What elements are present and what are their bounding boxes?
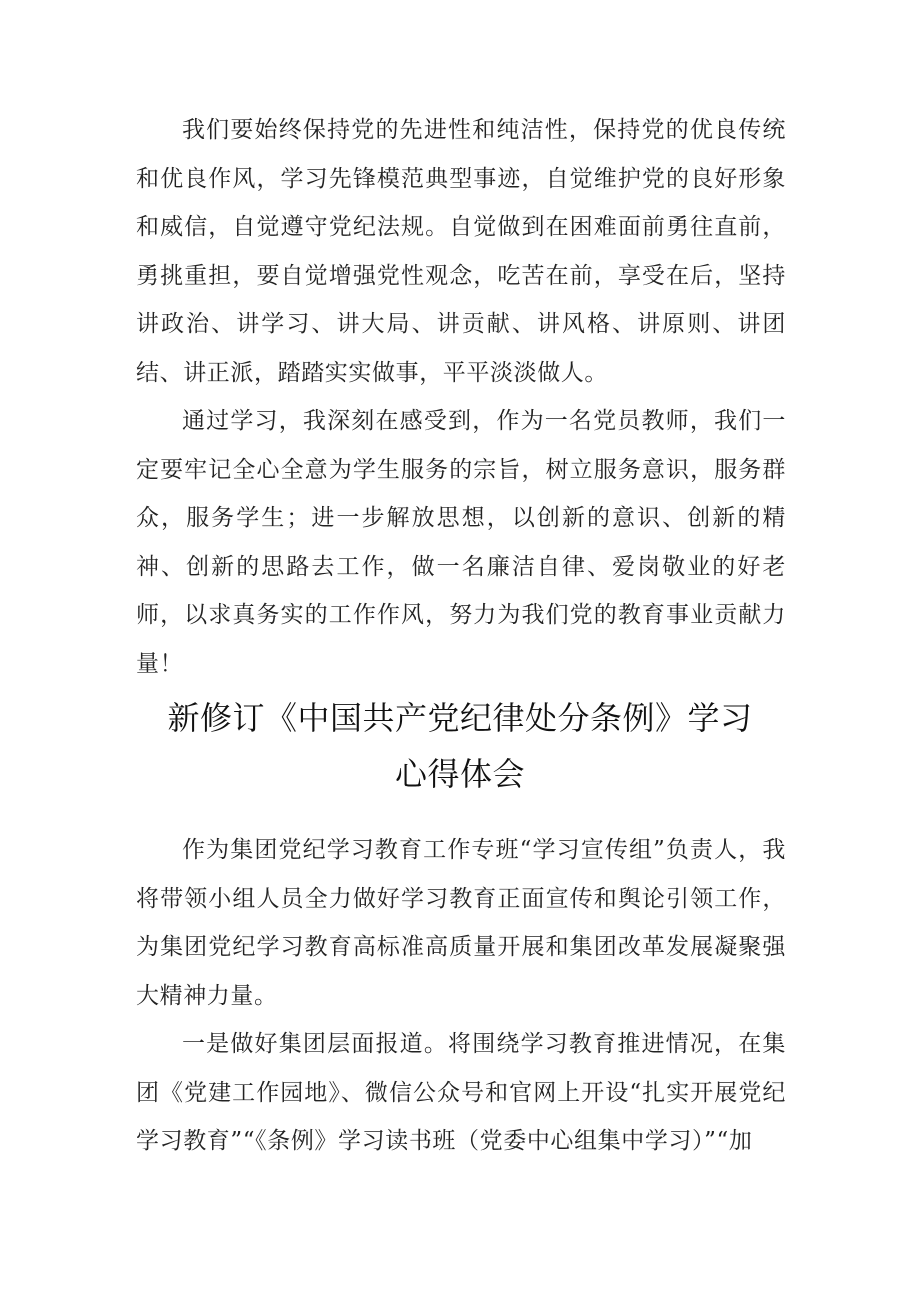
article-title-line-1: 新修订《中国共产党纪律处分条例》学习 xyxy=(167,699,753,737)
article-title xyxy=(100,690,820,802)
paragraph-party-conduct: 我们要始终保持党的先进性和纯洁性，保持党的优良传统和优良作风，学习先锋模范典型事迹，自觉维护党的良好形象和威信，自觉遵守党纪法规。自觉做到在困难面前勇往直前，勇挑重担，要自觉增强党性观念，吃苦在前，享受在后，坚持讲政治、讲学习、讲大局、讲贡献、讲风格、讲原则、讲团结、讲正派，踏踏实实做事，平平淡淡做人。 xyxy=(136,117,786,386)
paragraph-group-reporting: 一是做好集团层面报道。将围绕学习教育推进情况，在集团《党建工作园地》、微信公众号和官网上开设“扎实开展党纪学习教育”“《条例》学习读书班（党委中心组集中学习）”“加 xyxy=(136,1031,786,1154)
body-text-bottom xyxy=(136,826,786,1166)
paragraph-teacher-reflection: 通过学习，我深刻在感受到，作为一名党员教师，我们一定要牢记全心全意为学生服务的宗旨，树立服务意识，服务群众，服务学生；进一步解放思想，以创新的意识、创新的精神、创新的思路去工作，做一名廉洁自律、爱岗敬业的好老师，以求真务实的工作作风，努力为我们党的教育事业贡献力量！ xyxy=(136,408,786,677)
article-title-line-2: 心得体会 xyxy=(394,755,525,793)
body-text-top xyxy=(136,106,786,688)
paragraph-publicity-role: 作为集团党纪学习教育工作专班“学习宣传组”负责人，我将带领小组人员全力做好学习教育正面宣传和舆论引领工作，为集团党纪学习教育高标准高质量开展和集团改革发展凝聚强大精神力量。 xyxy=(136,837,786,1009)
